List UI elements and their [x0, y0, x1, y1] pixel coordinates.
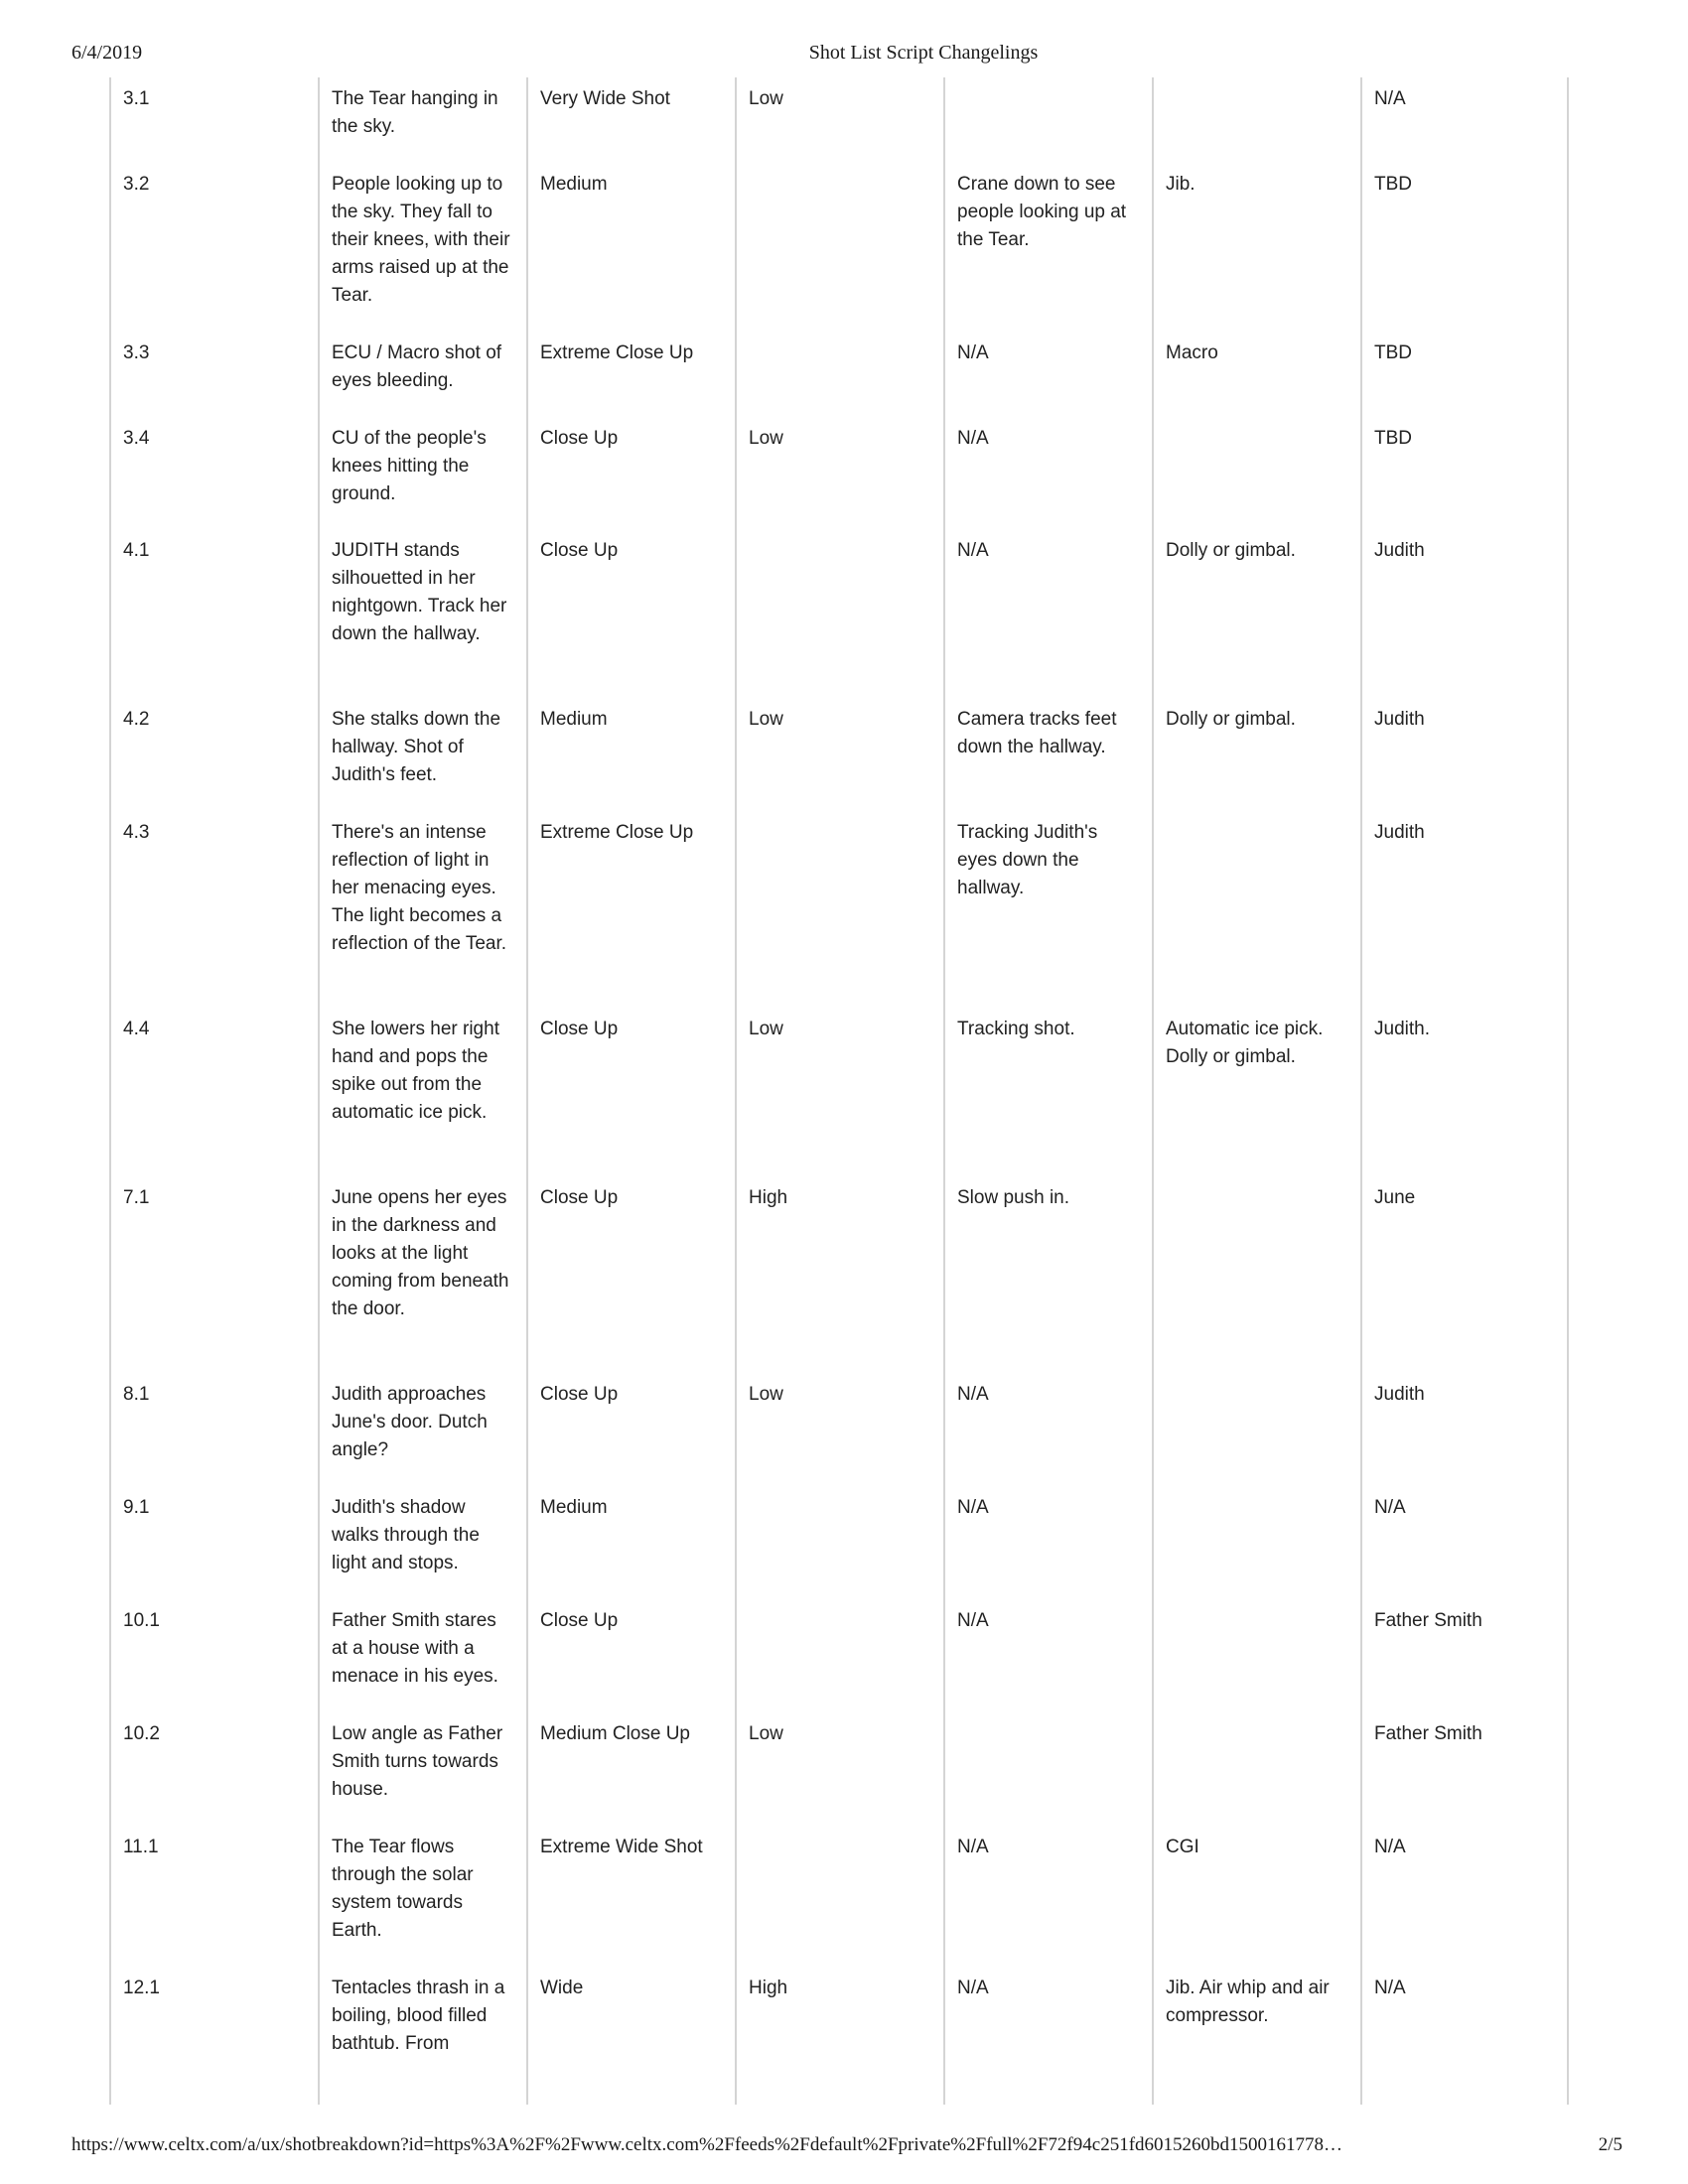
- equipment: [1152, 1486, 1360, 1599]
- shot-number: 4.1: [123, 540, 150, 561]
- table-row: [109, 77, 1569, 163]
- equipment: CGI: [1166, 1837, 1199, 1857]
- shot-number: 7.1: [123, 1187, 150, 1208]
- shot-size: Extreme Close Up: [540, 822, 694, 843]
- shot-description: JUDITH stands silhouetted in her nightgown. Track her down the hallway.: [332, 540, 507, 644]
- camera-movement: Tracking Judith's eyes down the hallway.: [957, 822, 1098, 898]
- camera-movement: N/A: [957, 1837, 989, 1857]
- table-row: [109, 1967, 1569, 2086]
- shot-size: Close Up: [540, 540, 619, 561]
- table-row: [109, 1486, 1569, 1599]
- shot-number: 3.4: [123, 428, 150, 449]
- shot-size: Medium Close Up: [540, 1723, 690, 1744]
- shot-description: Low angle as Father Smith turns towards house.: [332, 1723, 503, 1800]
- equipment: [1152, 77, 1360, 163]
- shot-number: 8.1: [123, 1384, 150, 1405]
- shot-description: Judith's shadow walks through the light and stops.: [332, 1497, 480, 1573]
- camera-angle: Low: [749, 1019, 783, 1039]
- equipment: Automatic ice pick. Dolly or gimbal.: [1166, 1019, 1324, 1067]
- camera-movement: Tracking shot.: [957, 1019, 1075, 1039]
- cast: TBD: [1374, 428, 1412, 449]
- camera-movement: N/A: [957, 1978, 989, 1998]
- table-row: [109, 1599, 1569, 1712]
- document-title: Shot List Script Changelings: [808, 42, 1039, 64]
- camera-movement: Crane down to see people looking up at the Tear.: [957, 174, 1127, 250]
- cast: N/A: [1374, 1497, 1406, 1518]
- shot-size: Medium: [540, 709, 608, 730]
- equipment: Jib.: [1166, 174, 1196, 195]
- equipment: Dolly or gimbal.: [1166, 540, 1296, 561]
- cast: Judith: [1374, 1384, 1425, 1405]
- shot-number: 9.1: [123, 1497, 150, 1518]
- shot-list-table: [109, 77, 1569, 2086]
- camera-angle: Low: [749, 1723, 783, 1744]
- cast: Father Smith: [1374, 1610, 1482, 1631]
- camera-angle: Low: [749, 709, 783, 730]
- shot-size: Extreme Wide Shot: [540, 1837, 703, 1857]
- table-row: [109, 163, 1569, 332]
- shot-description: Tentacles thrash in a boiling, blood filled bathtub. From: [332, 1978, 505, 2054]
- shot-size: Medium: [540, 1497, 608, 1518]
- shot-number: 4.2: [123, 709, 150, 730]
- equipment: [1152, 417, 1360, 529]
- shot-description: Father Smith stares at a house with a menace in his eyes.: [332, 1610, 498, 1687]
- shot-description: The Tear flows through the solar system towards Earth.: [332, 1837, 474, 1941]
- shot-size: Extreme Close Up: [540, 342, 694, 363]
- shot-list-sheet: [109, 77, 1569, 2105]
- table-row: [109, 332, 1569, 417]
- shot-size: Close Up: [540, 1610, 619, 1631]
- cast: June: [1374, 1187, 1416, 1208]
- shot-number: 10.1: [123, 1610, 160, 1631]
- cast: TBD: [1374, 174, 1412, 195]
- camera-movement: N/A: [957, 1497, 989, 1518]
- cast: N/A: [1374, 1837, 1406, 1857]
- shot-description: Judith approaches June's door. Dutch angle?: [332, 1384, 488, 1460]
- shot-number: 11.1: [123, 1837, 159, 1857]
- cast: TBD: [1374, 342, 1412, 363]
- shot-number: 10.2: [123, 1723, 160, 1744]
- shot-description: ECU / Macro shot of eyes bleeding.: [332, 342, 502, 391]
- shot-size: Close Up: [540, 1384, 619, 1405]
- camera-angle: High: [749, 1978, 788, 1998]
- shot-number: 4.4: [123, 1019, 150, 1039]
- camera-angle: Low: [749, 1384, 783, 1405]
- camera-angle: High: [749, 1187, 788, 1208]
- equipment: Dolly or gimbal.: [1166, 709, 1296, 730]
- camera-movement: [943, 1712, 1152, 1826]
- equipment: [1152, 1599, 1360, 1712]
- table-row: [109, 1712, 1569, 1826]
- cast: Judith: [1374, 540, 1425, 561]
- camera-movement: N/A: [957, 342, 989, 363]
- page-number: 2/5: [1598, 2134, 1622, 2155]
- camera-angle: [735, 332, 943, 417]
- camera-angle: [735, 163, 943, 332]
- camera-movement: N/A: [957, 1384, 989, 1405]
- camera-angle: [735, 529, 943, 698]
- shot-number: 3.2: [123, 174, 150, 195]
- camera-movement: N/A: [957, 428, 989, 449]
- shot-description: She lowers her right hand and pops the spike out from the automatic ice pick.: [332, 1019, 499, 1123]
- equipment: [1152, 1176, 1360, 1373]
- shot-description: CU of the people's knees hitting the ground.: [332, 428, 487, 504]
- camera-movement: Camera tracks feet down the hallway.: [957, 709, 1117, 757]
- equipment: [1152, 811, 1360, 1008]
- table-row: [109, 1826, 1569, 1967]
- shot-description: People looking up to the sky. They fall to their knees, with their arms raised up at the Tear.: [332, 174, 510, 306]
- print-date: 6/4/2019: [71, 42, 143, 64]
- camera-angle: [735, 1826, 943, 1967]
- shot-description: June opens her eyes in the darkness and looks at the light coming from beneath the door.: [332, 1187, 509, 1319]
- equipment: [1152, 1373, 1360, 1486]
- shot-number: 4.3: [123, 822, 150, 843]
- camera-movement: N/A: [957, 540, 989, 561]
- camera-angle: [735, 1599, 943, 1712]
- table-row: [109, 529, 1569, 698]
- camera-movement: Slow push in.: [957, 1187, 1070, 1208]
- cast: N/A: [1374, 1978, 1406, 1998]
- shot-size: Close Up: [540, 1019, 619, 1039]
- equipment: [1152, 1712, 1360, 1826]
- shot-size: Close Up: [540, 1187, 619, 1208]
- shot-description: There's an intense reflection of light in her menacing eyes. The light becomes a reflection of the Tear.: [332, 822, 507, 954]
- shot-size: Very Wide Shot: [540, 88, 670, 109]
- shot-number: 12.1: [123, 1978, 160, 1998]
- shot-number: 3.3: [123, 342, 150, 363]
- equipment: Jib. Air whip and air compressor.: [1166, 1978, 1330, 2026]
- shot-size: Wide: [540, 1978, 584, 1998]
- shot-description: The Tear hanging in the sky.: [332, 88, 498, 137]
- table-row: [109, 1176, 1569, 1373]
- cast: Judith: [1374, 709, 1425, 730]
- shot-description: She stalks down the hallway. Shot of Judith's feet.: [332, 709, 501, 785]
- table-row: [109, 417, 1569, 529]
- equipment: Macro: [1166, 342, 1218, 363]
- cast: N/A: [1374, 88, 1406, 109]
- footer-url: https://www.celtx.com/a/ux/shotbreakdown?id=https%3A%2F%2Fwww.celtx.com%2Ffeeds%2Fdefault%2Fprivate%2Ffull%2F72f94c251fd6015260bd1500161778…: [71, 2134, 1343, 2155]
- camera-movement: N/A: [957, 1610, 989, 1631]
- shot-size: Close Up: [540, 428, 619, 449]
- table-row: [109, 1008, 1569, 1176]
- table-row: [109, 811, 1569, 1008]
- camera-angle: Low: [749, 88, 783, 109]
- cast: Father Smith: [1374, 1723, 1482, 1744]
- shot-list-body: [109, 77, 1569, 2086]
- cast: Judith: [1374, 822, 1425, 843]
- shot-size: Medium: [540, 174, 608, 195]
- cast: Judith.: [1374, 1019, 1430, 1039]
- camera-movement: [943, 77, 1152, 163]
- table-row: [109, 1373, 1569, 1486]
- shot-number: 3.1: [123, 88, 150, 109]
- camera-angle: [735, 1486, 943, 1599]
- camera-angle: Low: [749, 428, 783, 449]
- camera-angle: [735, 811, 943, 1008]
- table-row: [109, 698, 1569, 811]
